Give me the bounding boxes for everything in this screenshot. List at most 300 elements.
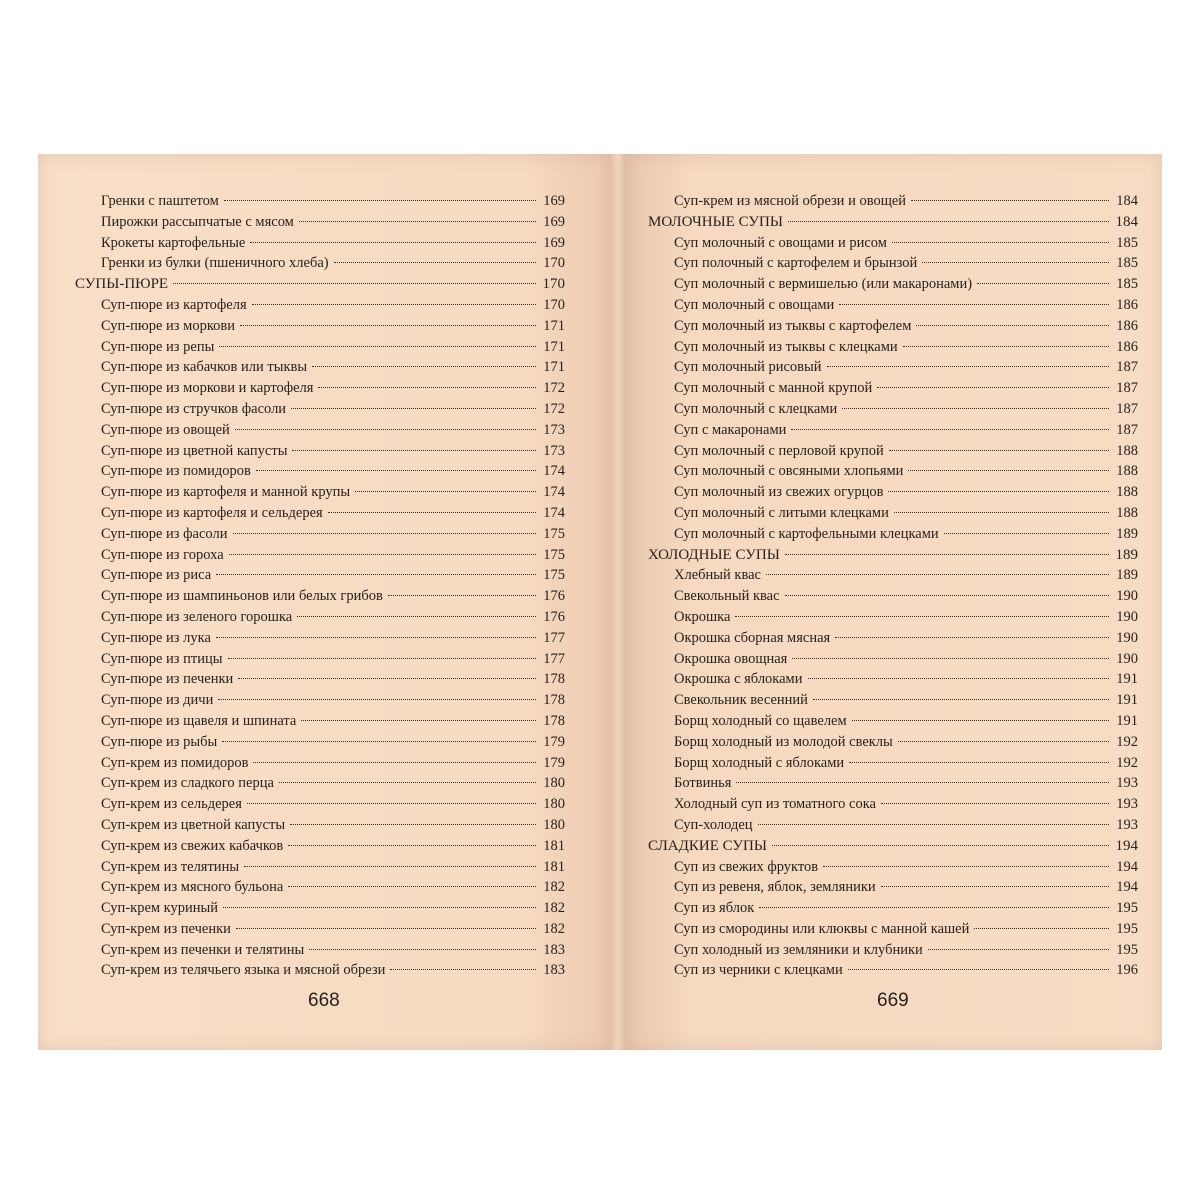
- toc-entry: [648, 461, 1138, 482]
- toc-entry: [648, 524, 1138, 545]
- toc-entry-title: Суп-крем из печенки: [101, 920, 231, 937]
- toc-dot-leader: [235, 429, 536, 430]
- toc-dot-leader: [309, 949, 536, 950]
- toc-page-number: 195: [1116, 941, 1138, 958]
- toc-entry-title: СУПЫ-ПЮРЕ: [75, 276, 169, 293]
- toc-dot-leader: [173, 283, 536, 284]
- toc-page-number: 185: [1116, 255, 1138, 272]
- toc-entry: [648, 960, 1138, 981]
- toc-dot-leader: [827, 366, 1109, 367]
- toc-entry-title: Суп-крем куриный: [101, 900, 219, 917]
- toc-entry-title: Суп молочный с манной крупой: [674, 380, 873, 397]
- toc-entry: [75, 399, 565, 420]
- toc-page-number: 187: [1116, 380, 1138, 397]
- toc-dot-leader: [813, 699, 1109, 700]
- toc-page-number: 179: [543, 733, 565, 750]
- toc-dot-leader: [216, 574, 536, 575]
- toc-entry-title: Суп-пюре из дичи: [101, 692, 214, 709]
- toc-entry: [648, 815, 1138, 836]
- toc-dot-leader: [297, 616, 536, 617]
- toc-entry-title: Суп из яблок: [674, 900, 755, 917]
- toc-entry: [648, 649, 1138, 670]
- toc-entry-title: Борщ холодный со щавелем: [674, 712, 847, 729]
- toc-dot-leader: [236, 928, 536, 929]
- toc-entry-title: МОЛОЧНЫЕ СУПЫ: [648, 213, 783, 230]
- toc-entry-title: Суп холодный из земляники и клубники: [674, 941, 923, 958]
- toc-dot-leader: [390, 969, 536, 970]
- toc-page-number: 190: [1116, 588, 1138, 605]
- toc-entry-title: Борщ холодный с яблоками: [674, 754, 845, 771]
- toc-page-number: 180: [543, 796, 565, 813]
- toc-page-number: 175: [543, 546, 565, 563]
- toc-dot-leader: [792, 658, 1109, 659]
- toc-page-number: 175: [543, 567, 565, 584]
- toc-page-number: 186: [1116, 317, 1138, 334]
- toc-page-number: 173: [543, 442, 565, 459]
- toc-entry-title: Суп полочный с картофелем и брынзой: [674, 255, 918, 272]
- toc-section-heading: [75, 274, 565, 295]
- toc-entry-title: Хлебный квас: [674, 567, 761, 584]
- toc-entry-title: Окрошка с яблоками: [674, 671, 803, 688]
- toc-entry: [648, 399, 1138, 420]
- toc-entry-title: Суп-пюре из риса: [101, 567, 212, 584]
- toc-page-number: 194: [1116, 858, 1138, 875]
- toc-dot-leader: [736, 782, 1109, 783]
- toc-entry-title: Суп молочный рисовый: [674, 359, 822, 376]
- toc-entry: [648, 732, 1138, 753]
- toc-entry: [75, 898, 565, 919]
- toc-page-number: 183: [543, 962, 565, 979]
- toc-dot-leader: [758, 824, 1109, 825]
- toc-entry-title: Суп-пюре из фасоли: [101, 525, 228, 542]
- toc-entry: [648, 711, 1138, 732]
- toc-entry: [648, 690, 1138, 711]
- toc-page-number: 171: [543, 359, 565, 376]
- toc-dot-leader: [759, 907, 1109, 908]
- toc-page-number: 187: [1116, 400, 1138, 417]
- toc-dot-leader: [250, 242, 536, 243]
- toc-page-number: 186: [1116, 296, 1138, 313]
- toc-dot-leader: [877, 387, 1109, 388]
- toc-page-number: 194: [1116, 879, 1138, 896]
- toc-entry: [648, 607, 1138, 628]
- toc-entry-title: Суп молочный с вермишелью (или макаронами): [674, 276, 973, 293]
- toc-dot-leader: [808, 678, 1110, 679]
- toc-dot-leader: [318, 387, 536, 388]
- toc-page-number: 190: [1116, 629, 1138, 646]
- toc-entry: [648, 357, 1138, 378]
- toc-dot-leader: [238, 678, 536, 679]
- toc-entry-title: Суп-пюре из моркови и картофеля: [101, 380, 314, 397]
- toc-page-number: 170: [543, 255, 565, 272]
- toc-entry-title: Окрошка сборная мясная: [674, 629, 831, 646]
- toc-entry: [648, 253, 1138, 274]
- toc-entry-title: Суп молочный из тыквы с картофелем: [674, 317, 912, 334]
- toc-dot-leader: [222, 741, 536, 742]
- toc-entry: [75, 503, 565, 524]
- toc-entry: [648, 233, 1138, 254]
- toc-entry: [75, 524, 565, 545]
- toc-page-number: 170: [543, 296, 565, 313]
- toc-entry: [75, 669, 565, 690]
- toc-entry-title: Суп молочный с картофельными клецками: [674, 525, 939, 542]
- toc-entry-title: Суп молочный с клецками: [674, 400, 838, 417]
- toc-entry: [648, 586, 1138, 607]
- toc-entry: [75, 940, 565, 961]
- toc-page-number: 184: [1115, 213, 1138, 230]
- toc-dot-leader: [881, 886, 1109, 887]
- toc-page-number: 182: [543, 879, 565, 896]
- toc-page-number: 188: [1116, 484, 1138, 501]
- toc-page-number: 175: [543, 525, 565, 542]
- toc-page-number: 190: [1116, 650, 1138, 667]
- toc-entry-title: Суп-пюре из картофеля и сельдерея: [101, 504, 323, 521]
- toc-entry: [75, 919, 565, 940]
- toc-entry-title: Суп-пюре из шампиньонов или белых грибов: [101, 588, 383, 605]
- toc-entry: [75, 732, 565, 753]
- toc-dot-leader: [823, 866, 1109, 867]
- toc-page-number: 177: [543, 629, 565, 646]
- toc-page-number: 182: [543, 900, 565, 917]
- toc-page-number: 172: [543, 400, 565, 417]
- toc-dot-leader: [279, 782, 536, 783]
- toc-entry: [648, 940, 1138, 961]
- toc-dot-leader: [916, 325, 1109, 326]
- toc-dot-leader: [892, 242, 1109, 243]
- toc-entry-title: Пирожки рассыпчатые с мясом: [101, 213, 294, 230]
- toc-entry-title: Суп-пюре из репы: [101, 338, 215, 355]
- toc-entry-title: Суп молочный из свежих огурцов: [674, 484, 884, 501]
- toc-dot-leader: [785, 595, 1109, 596]
- toc-dot-leader: [839, 304, 1109, 305]
- toc-page-number: 188: [1116, 442, 1138, 459]
- toc-dot-leader: [288, 886, 536, 887]
- toc-entry: [75, 420, 565, 441]
- toc-dot-leader: [852, 720, 1109, 721]
- toc-entry: [75, 357, 565, 378]
- toc-dot-leader: [735, 616, 1109, 617]
- toc-page-number: 186: [1116, 338, 1138, 355]
- toc-page-number: 192: [1116, 754, 1138, 771]
- toc-page-number: 180: [543, 816, 565, 833]
- toc-dot-leader: [881, 803, 1109, 804]
- toc-entry-title: Суп-пюре из овощей: [101, 421, 230, 438]
- toc-page-number: 193: [1116, 796, 1138, 813]
- toc-entry: [75, 295, 565, 316]
- left-page-number: 668: [308, 990, 340, 1011]
- toc-entry: [75, 565, 565, 586]
- toc-page-number: 181: [543, 837, 565, 854]
- toc-dot-leader: [224, 200, 536, 201]
- toc-page-number: 192: [1116, 733, 1138, 750]
- toc-entry-title: Борщ холодный из молодой свеклы: [674, 733, 893, 750]
- toc-dot-leader: [889, 450, 1109, 451]
- toc-entry-title: Окрошка овощная: [674, 650, 788, 667]
- toc-dot-leader: [894, 512, 1109, 513]
- toc-entry-title: Суп-пюре из цветной капусты: [101, 442, 288, 459]
- toc-entry: [75, 316, 565, 337]
- toc-entry: [648, 628, 1138, 649]
- toc-page-number: 191: [1116, 692, 1138, 709]
- toc-page-number: 171: [543, 338, 565, 355]
- toc-page-number: 174: [543, 484, 565, 501]
- toc-entry: [75, 461, 565, 482]
- toc-entry-title: Суп-пюре из рыбы: [101, 733, 218, 750]
- toc-entry: [75, 628, 565, 649]
- toc-entry: [648, 773, 1138, 794]
- toc-entry-title: Суп молочный с литыми клецками: [674, 504, 889, 521]
- toc-entry: [648, 337, 1138, 358]
- toc-entry-title: Суп-пюре из гороха: [101, 546, 224, 563]
- toc-entry: [75, 773, 565, 794]
- toc-entry-title: Суп из свежих фруктов: [674, 858, 819, 875]
- toc-entry-title: Свекольник весенний: [674, 692, 808, 709]
- toc-page-number: 174: [543, 463, 565, 480]
- toc-dot-leader: [842, 408, 1109, 409]
- toc-dot-leader: [301, 720, 536, 721]
- toc-page-number: 187: [1116, 421, 1138, 438]
- toc-entry: [75, 253, 565, 274]
- toc-dot-leader: [898, 741, 1109, 742]
- toc-entry: [75, 337, 565, 358]
- toc-dot-leader: [849, 762, 1109, 763]
- toc-entry: [75, 441, 565, 462]
- toc-dot-leader: [911, 200, 1109, 201]
- toc-dot-leader: [219, 346, 536, 347]
- toc-page-number: 172: [543, 380, 565, 397]
- toc-entry-title: Суп-пюре из помидоров: [101, 463, 251, 480]
- toc-entry-title: Суп-крем из помидоров: [101, 754, 249, 771]
- toc-dot-leader: [223, 907, 536, 908]
- toc-entry: [75, 191, 565, 212]
- toc-entry: [75, 836, 565, 857]
- toc-page-number: 193: [1116, 775, 1138, 792]
- toc-entry-title: Свекольный квас: [674, 588, 780, 605]
- toc-entry-title: ХОЛОДНЫЕ СУПЫ: [648, 546, 780, 563]
- toc-entry-title: Суп-крем из печенки и телятины: [101, 941, 305, 958]
- right-page-number: 669: [877, 990, 909, 1011]
- toc-entry: [75, 378, 565, 399]
- toc-dot-leader: [253, 762, 536, 763]
- toc-entry: [75, 482, 565, 503]
- toc-entry: [75, 857, 565, 878]
- toc-entry: [75, 545, 565, 566]
- toc-entry-title: Суп-пюре из картофеля и манной крупы: [101, 484, 351, 501]
- toc-dot-leader: [229, 554, 536, 555]
- toc-dot-leader: [299, 221, 536, 222]
- toc-entry-title: Гренки из булки (пшеничного хлеба): [101, 255, 329, 272]
- toc-page-number: 185: [1116, 276, 1138, 293]
- toc-entry: [648, 441, 1138, 462]
- toc-dot-leader: [334, 262, 536, 263]
- toc-dot-leader: [388, 595, 536, 596]
- toc-page-number: 179: [543, 754, 565, 771]
- toc-entry: [648, 316, 1138, 337]
- toc-dot-leader: [216, 637, 536, 638]
- toc-page-number: 189: [1116, 525, 1138, 542]
- toc-entry: [648, 420, 1138, 441]
- toc-dot-leader: [835, 637, 1109, 638]
- toc-page-number: 180: [543, 775, 565, 792]
- toc-page-number: 187: [1116, 359, 1138, 376]
- toc-page-number: 169: [543, 234, 565, 251]
- toc-entry: [75, 690, 565, 711]
- toc-entry: [648, 274, 1138, 295]
- toc-dot-leader: [288, 845, 536, 846]
- toc-page-number: 171: [543, 317, 565, 334]
- toc-entry: [75, 815, 565, 836]
- toc-dot-leader: [290, 824, 536, 825]
- toc-entry-title: Суп молочный из тыквы с клецками: [674, 338, 898, 355]
- left-table-of-contents: [75, 191, 565, 981]
- toc-dot-leader: [974, 928, 1109, 929]
- book-gutter: [610, 154, 626, 1050]
- toc-entry-title: Суп с макаронами: [674, 421, 787, 438]
- toc-dot-leader: [252, 304, 536, 305]
- toc-page-number: 193: [1116, 816, 1138, 833]
- toc-page-number: 177: [543, 650, 565, 667]
- toc-dot-leader: [312, 366, 536, 367]
- toc-page-number: 188: [1116, 504, 1138, 521]
- toc-section-heading: [648, 545, 1138, 566]
- toc-entry-title: Суп-крем из свежих кабачков: [101, 837, 284, 854]
- toc-entry: [75, 960, 565, 981]
- toc-page-number: 181: [543, 858, 565, 875]
- toc-entry-title: Суп-пюре из зеленого горошка: [101, 608, 293, 625]
- toc-page-number: 182: [543, 920, 565, 937]
- toc-entry: [75, 753, 565, 774]
- toc-entry-title: Суп-пюре из картофеля: [101, 296, 247, 313]
- toc-page-number: 178: [543, 692, 565, 709]
- toc-page-number: 185: [1116, 234, 1138, 251]
- toc-page-number: 176: [543, 608, 565, 625]
- toc-entry: [75, 649, 565, 670]
- toc-entry-title: Суп молочный с овощами: [674, 296, 835, 313]
- toc-entry-title: Суп-пюре из стручков фасоли: [101, 400, 287, 417]
- toc-page-number: 176: [543, 588, 565, 605]
- toc-section-heading: [648, 836, 1138, 857]
- toc-page-number: 194: [1115, 837, 1138, 854]
- toc-dot-leader: [772, 845, 1109, 846]
- toc-entry: [648, 503, 1138, 524]
- toc-dot-leader: [233, 533, 537, 534]
- toc-dot-leader: [791, 429, 1109, 430]
- toc-entry: [75, 607, 565, 628]
- toc-entry-title: Суп-крем из телятины: [101, 858, 240, 875]
- toc-dot-leader: [292, 450, 536, 451]
- toc-entry: [648, 565, 1138, 586]
- toc-entry: [75, 212, 565, 233]
- toc-page-number: 190: [1116, 608, 1138, 625]
- right-table-of-contents: [648, 191, 1138, 981]
- toc-entry-title: Суп-пюре из моркови: [101, 317, 236, 334]
- toc-entry: [648, 191, 1138, 212]
- toc-page-number: 169: [543, 193, 565, 209]
- toc-dot-leader: [247, 803, 536, 804]
- toc-dot-leader: [785, 554, 1109, 555]
- toc-page-number: 183: [543, 941, 565, 958]
- toc-entry: [648, 898, 1138, 919]
- toc-dot-leader: [903, 346, 1109, 347]
- toc-dot-leader: [766, 574, 1109, 575]
- toc-page-number: 195: [1116, 920, 1138, 937]
- toc-entry-title: Суп из смородины или клюквы с манной кашей: [674, 920, 970, 937]
- toc-page-number: 191: [1116, 712, 1138, 729]
- toc-entry: [75, 794, 565, 815]
- toc-page-number: 188: [1116, 463, 1138, 480]
- toc-entry: [75, 233, 565, 254]
- toc-entry: [648, 753, 1138, 774]
- toc-entry-title: Суп-пюре из птицы: [101, 650, 223, 667]
- toc-page-number: 170: [542, 276, 565, 293]
- toc-page-number: 189: [1116, 567, 1138, 584]
- toc-page-number: 169: [543, 213, 565, 230]
- toc-dot-leader: [240, 325, 536, 326]
- toc-entry-title: Суп молочный с овсяными хлопьями: [674, 463, 904, 480]
- toc-entry: [648, 482, 1138, 503]
- toc-dot-leader: [944, 533, 1109, 534]
- toc-entry-title: Суп-холодец: [674, 816, 753, 833]
- toc-entry: [648, 669, 1138, 690]
- toc-page-number: 191: [1116, 671, 1138, 688]
- toc-page-number: 184: [1116, 193, 1138, 209]
- toc-entry: [648, 919, 1138, 940]
- toc-entry: [75, 586, 565, 607]
- toc-entry-title: Суп-пюре из щавеля и шпината: [101, 712, 297, 729]
- toc-entry-title: Гренки с паштетом: [101, 193, 219, 209]
- toc-entry-title: Суп молочный с овощами и рисом: [674, 234, 887, 251]
- toc-entry-title: Суп из ревеня, яблок, земляники: [674, 879, 876, 896]
- toc-entry-title: Крокеты картофельные: [101, 234, 246, 251]
- toc-dot-leader: [908, 470, 1109, 471]
- toc-dot-leader: [848, 969, 1109, 970]
- toc-dot-leader: [244, 866, 536, 867]
- toc-page-number: 174: [543, 504, 565, 521]
- toc-entry-title: Суп-пюре из печенки: [101, 671, 234, 688]
- toc-entry-title: Суп-крем из мясного бульона: [101, 879, 284, 896]
- toc-dot-leader: [256, 470, 536, 471]
- toc-dot-leader: [355, 491, 536, 492]
- toc-entry-title: Суп-пюре из лука: [101, 629, 211, 646]
- toc-entry-title: Суп-крем из сладкого перца: [101, 775, 274, 792]
- toc-entry-title: Суп-крем из мясной обрези и овощей: [674, 193, 907, 209]
- toc-entry-title: Суп из черники с клецками: [674, 962, 843, 979]
- toc-entry: [648, 794, 1138, 815]
- toc-entry-title: Суп-пюре из кабачков или тыквы: [101, 359, 308, 376]
- toc-page-number: 178: [543, 712, 565, 729]
- toc-entry-title: Суп молочный с перловой крупой: [674, 442, 884, 459]
- toc-entry: [648, 857, 1138, 878]
- toc-dot-leader: [328, 512, 536, 513]
- toc-entry-title: Окрошка: [674, 608, 731, 625]
- toc-section-heading: [648, 212, 1138, 233]
- toc-page-number: 178: [543, 671, 565, 688]
- toc-page-number: 189: [1115, 546, 1138, 563]
- toc-entry-title: Суп-крем из телячьего языка и мясной обрези: [101, 962, 386, 979]
- toc-entry: [648, 378, 1138, 399]
- toc-entry: [75, 711, 565, 732]
- toc-entry-title: Суп-крем из цветной капусты: [101, 816, 286, 833]
- toc-dot-leader: [788, 221, 1109, 222]
- toc-dot-leader: [888, 491, 1109, 492]
- toc-page-number: 196: [1116, 962, 1138, 979]
- toc-dot-leader: [291, 408, 536, 409]
- toc-entry-title: Ботвинья: [674, 775, 732, 792]
- toc-entry-title: Суп-крем из сельдерея: [101, 796, 242, 813]
- toc-dot-leader: [922, 262, 1109, 263]
- toc-page-number: 195: [1116, 900, 1138, 917]
- toc-entry: [648, 877, 1138, 898]
